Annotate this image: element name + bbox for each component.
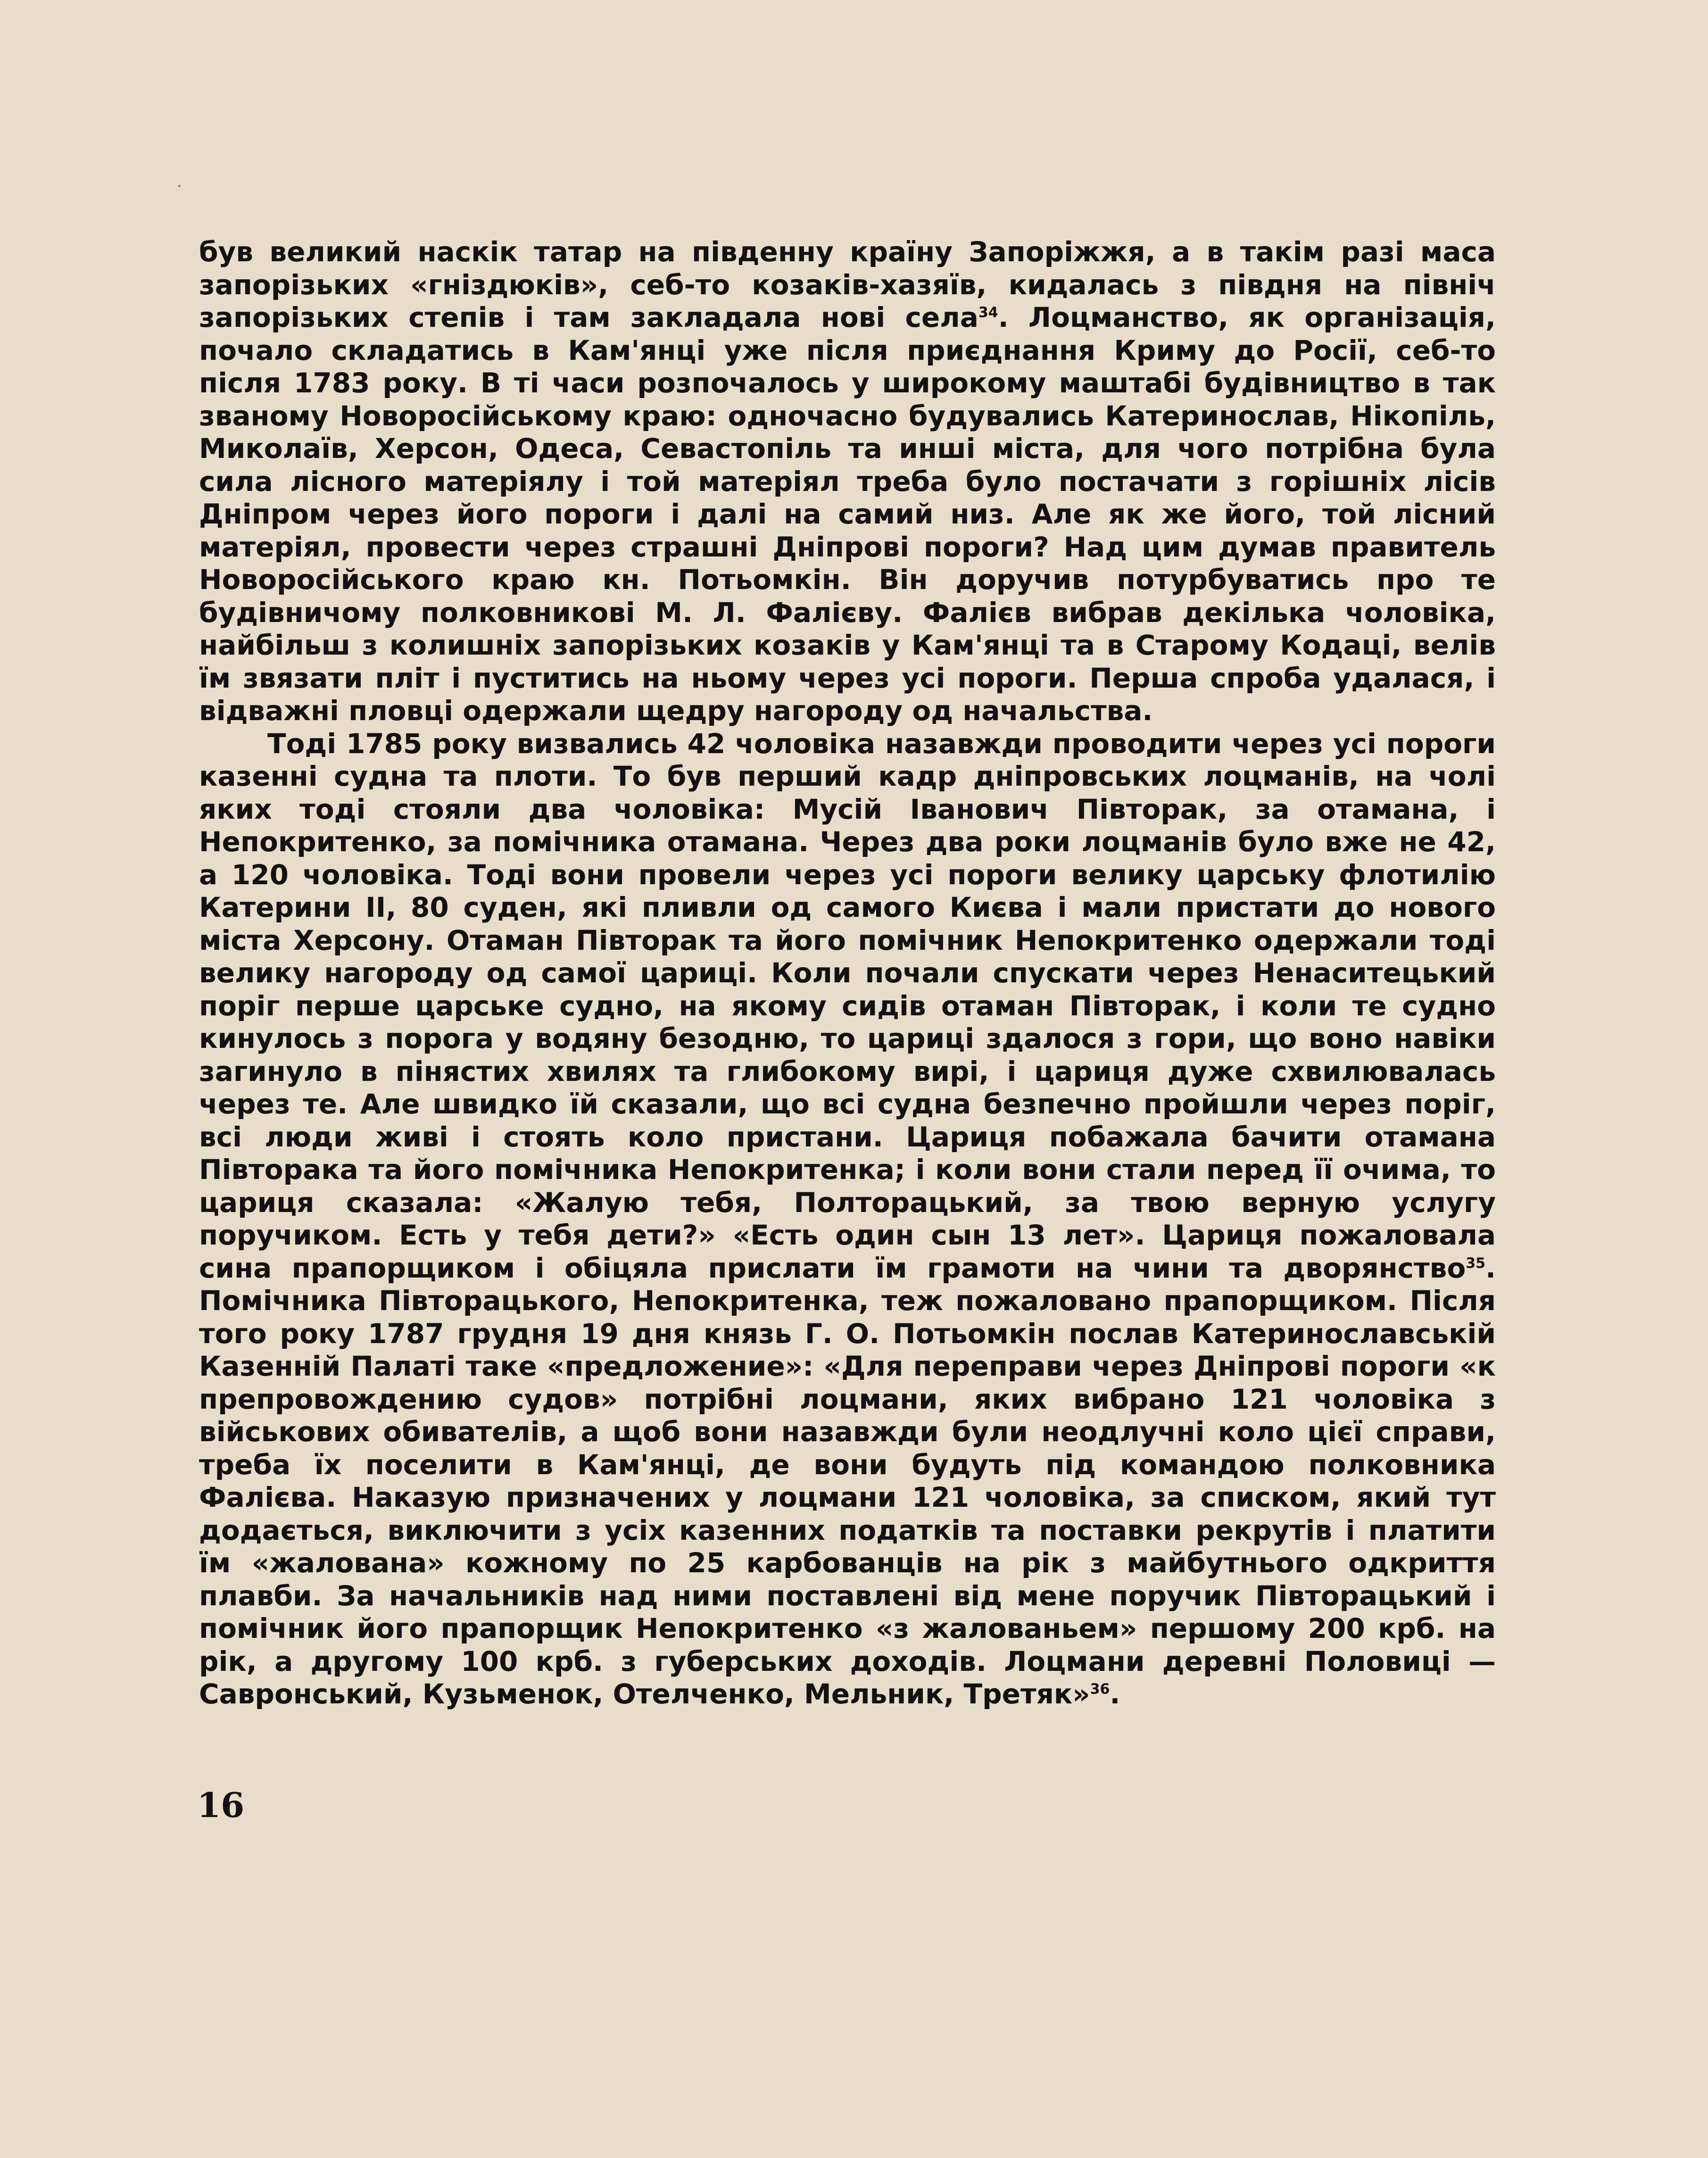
paragraph-text: Тоді 1785 року визвались 42 чоловіка назавжди проводити через усі пороги казенні судна та плоти. То був перший кадр дніпровських лоцманів, на чолі яких тоді стояли два чоловіка: Мусій Іванович Півторак, за отамана, і Непокритенко, за помічника отамана. Через два роки лоцманів було вже не 42, а 120 чоловіка. Тоді вони провели через усі пороги велику царську флотилію Катерини II, 80 суден, які пливли од самого Києва і мали пристати до нового міста Херсону. Отаман Півторак та його помічник Непокритенко одержали тоді велику нагороду од самої цариці. Коли почали спускати через Ненаситецький поріг перше царське судно, на якому сидів отаман Півторак, і коли те судно кинулось з порога у водяну безодню, то цариці здалося з гори, що воно навіки загинуло в пінястих хвилях та глибокому вирі, і цариця дуже схвилювалась через те. Але швидко їй сказали, що всі судна безпечно пройшли через поріг, всі люди живі і стоять коло пристани. Цариця побажала бачити отамана Півторака та його помічника Непокритенка; і коли вони стали перед її очима, то цариця сказала: «Жалую тебя, Полторацький, за твою верную услугу поручиком. Есть у тебя дети?» «Есть один сын 13 лет». Цариця пожаловала сина прапорщиком і обіцяла прислати їм грамоти на чини та дворянство xyxy=(199,727,1496,1284)
page-number: 16 xyxy=(197,1785,245,1825)
paragraph xyxy=(199,236,1496,728)
paragraph-text: . Помічника Півторацького, Непокритенка, теж пожаловано прапорщиком. Після того року 1787 грудня 19 дня князь Г. О. Потьомкін послав Катеринославській Казенній Палаті таке «предложение»: «Для переправи через Дніпрові пороги «к препровождению судов» потрібні лоцмани, яких вибрано 121 чоловіка з військових обивателів, а щоб вони назавжди були неодлучні коло цієї справи, треба їх поселити в Кам'янці, де вони будуть під командою полковника Фалієва. Наказую призначених у лоцмани 121 чоловіка, за списком, який тут додається, виключити з усіх казенних податків та поставки рекрутів і платити їм «жалована» кожному по 25 карбованців на рік з майбутнього одкриття плавби. За начальників над ними поставлені від мене поручик Півторацький і помічник його прапорщик Непокритенко «з жалованьем» першому 200 крб. на рік, а другому 100 крб. з губерських доходів. Лоцмани деревні Половиці — Савронський, Кузьменок, Отелченко, Мельник, Третяк» xyxy=(199,1252,1496,1710)
paragraph-text: . Лоцманство, як організація, почало складатись в Кам'янці уже після приєднання Криму до Росії, себ-то після 1783 року. В ті часи розпочалось у широкому маштабі будівництво в так званому Новоросійському краю: одночасно будувались Катеринослав, Нікопіль, Миколаїв, Херсон, Одеса, Севастопіль та инші міста, для чого потрібна була сила лісного матеріялу і той матеріял треба було постачати з горішніх лісів Дніпром через його пороги і далі на самий низ. Але як же його, той лісний матеріял, провести через страшні Дніпрові пороги? Над цим думав правитель Новоросійського краю кн. Потьомкін. Він доручив потурбуватись про те будівничому полковникові М. Л. Фалієву. Фалієв вибрав декілька чоловіка, найбільш з колишніх запорізьких козаків у Кам'янці та в Старому Кодаці, велів їм звязати пліт і пуститись на ньому через усі пороги. Перша спроба удалася, і відважні пловці одержали щедру нагороду од начальства. xyxy=(199,301,1496,727)
body-text xyxy=(199,236,1496,1711)
paragraph xyxy=(199,728,1496,1711)
footnote-ref: 36 xyxy=(1090,1681,1110,1698)
speck-mark xyxy=(178,185,181,187)
footnote-ref: 35 xyxy=(1466,1255,1485,1272)
footnote-ref: 34 xyxy=(978,304,998,321)
paragraph-text: . xyxy=(1110,1678,1120,1710)
paragraph-text: був великий наскік татар на південну країну Запоріжжя, а в такім разі маса запорізьких «гніздюків», себ-то козаків-хазяїв, кидалась з півдня на північ запорізьких степів і там закладала нові села xyxy=(199,236,1496,333)
